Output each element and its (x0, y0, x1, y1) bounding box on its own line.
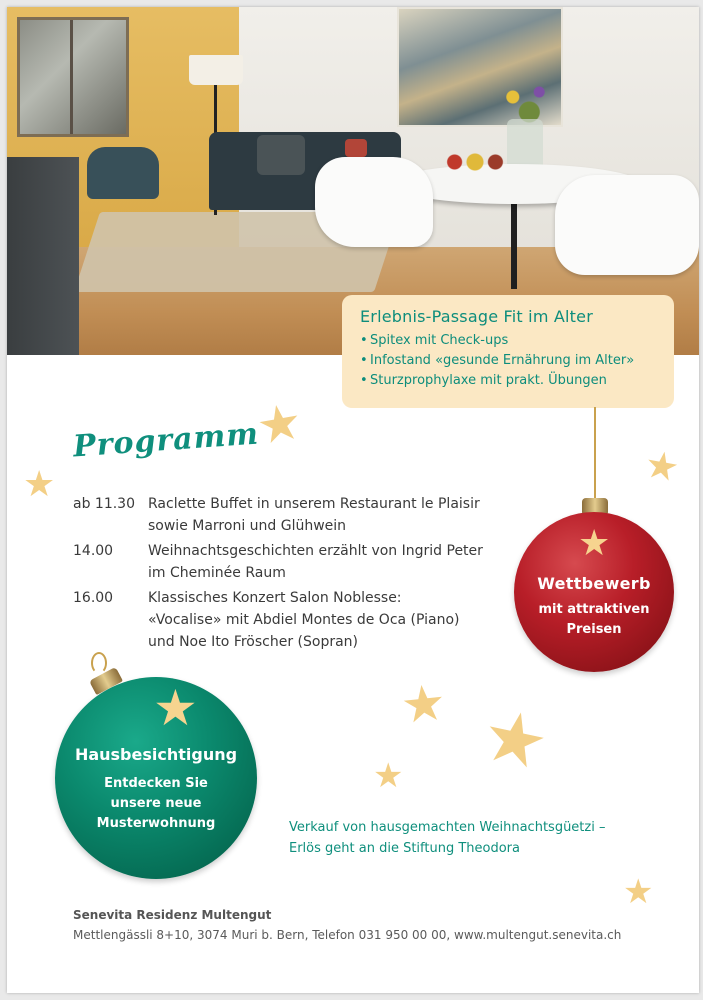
info-box-item: • Infostand «gesunde Ernährung im Alter» (360, 351, 656, 371)
info-box-item: • Sturzprophylaxe mit prakt. Übungen (360, 371, 656, 391)
programm-text: «Vocalise» mit Abdiel Montes de Oca (Piano) (148, 612, 460, 628)
programm-text: im Cheminée Raum (148, 565, 286, 581)
star-icon: ★ (474, 691, 556, 787)
hausbesichtigung-title: Hausbesichtigung (74, 745, 238, 764)
info-box-item: • Spitex mit Check-ups (360, 331, 656, 351)
wettbewerb-title: Wettbewerb (537, 574, 651, 593)
programm-row (73, 587, 513, 653)
star-icon: ★ (153, 679, 198, 737)
verkauf-note (289, 817, 669, 859)
programm-text: sowie Marroni und Glühwein (148, 518, 347, 534)
programm-time: ab 11.30 (73, 496, 135, 512)
programm-text: Raclette Buffet in unserem Restaurant le Plaisir (148, 496, 480, 512)
programm-list (73, 493, 513, 656)
wettbewerb-text: mit attraktiven (538, 602, 650, 617)
footer (73, 905, 673, 945)
programm-text: Weihnachtsgeschichten erzählt von Ingrid Peter (148, 543, 483, 559)
verkauf-line: Erlös geht an die Stiftung Theodora (289, 841, 520, 856)
ornament-string (594, 407, 596, 499)
ornament-red (514, 512, 674, 672)
flyer-page (7, 7, 699, 993)
info-box-list (360, 331, 656, 391)
programm-time: 16.00 (73, 590, 114, 606)
floor-lamp (189, 55, 243, 85)
star-icon: ★ (373, 756, 404, 796)
verkauf-line: Verkauf von hausgemachten Weihnachtsgüetzi – (289, 820, 606, 835)
hausbesichtigung-text: Entdecken Sie (104, 776, 208, 791)
programm-row (73, 493, 513, 537)
programm-text: Klassisches Konzert Salon Noblesse: (148, 590, 402, 606)
ornament-hook (91, 652, 107, 674)
dining-chair (555, 175, 699, 275)
programm-time: 14.00 (73, 543, 114, 559)
star-icon: ★ (578, 523, 611, 564)
info-box-title: Erlebnis-Passage Fit im Alter (360, 307, 593, 326)
star-icon: ★ (398, 672, 449, 736)
dining-chair (315, 157, 433, 247)
programm-row (73, 540, 513, 584)
armchair (87, 147, 159, 199)
programm-heading: Programm (72, 416, 261, 465)
programm-text: und Noe Ito Fröscher (Sopran) (148, 634, 359, 650)
footer-name: Senevita Residenz Multengut (73, 908, 272, 922)
info-box (342, 295, 674, 408)
star-icon: ★ (623, 872, 654, 912)
star-icon: ★ (641, 441, 683, 491)
footer-address: Mettlengässli 8+10, 3074 Muri b. Bern, Telefon 031 950 00 00, www.multengut.senevita.ch (73, 928, 622, 942)
hausbesichtigung-text: Musterwohnung (96, 816, 216, 831)
star-icon: ★ (23, 464, 56, 505)
ornament-green (55, 677, 257, 879)
star-icon: ★ (252, 391, 307, 457)
hausbesichtigung-text: unsere neue (110, 796, 202, 811)
wettbewerb-text: Preisen (566, 622, 622, 637)
